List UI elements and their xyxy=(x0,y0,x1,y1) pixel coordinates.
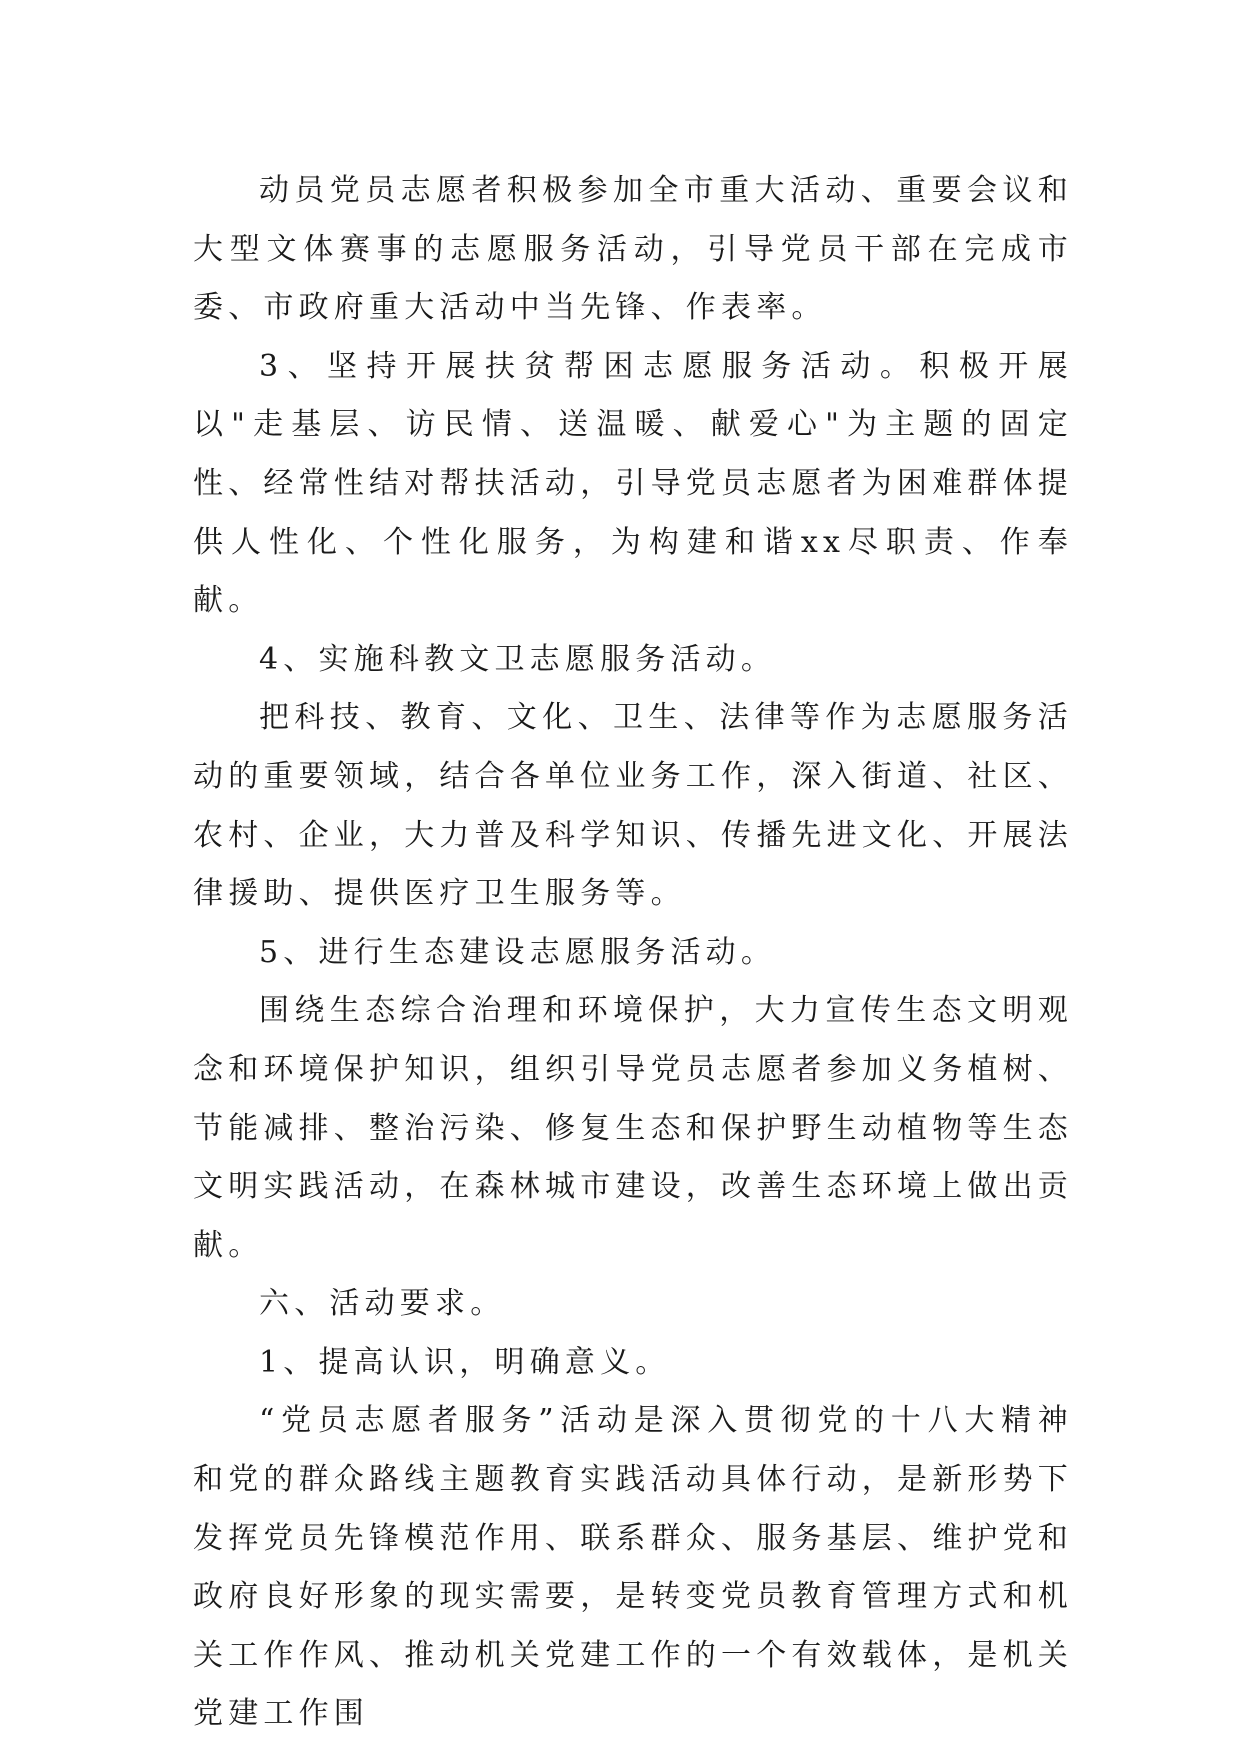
heading-awareness: 1、提高认识，明确意义。 xyxy=(259,1344,671,1380)
paragraph-volunteer-events: 动员党员志愿者积极参加全市重大活动、重要会议和大型文体赛事的志愿服务活动，引导党员干部在完成市委、市政府重大活动中当先锋、作表率。 xyxy=(193,173,1073,326)
paragraph-poverty-relief: 3、坚持开展扶贫帮困志愿服务活动。积极开展以"走基层、访民情、送温暖、献爱心"为主题的固定性、经常性结对帮扶活动，引导党员志愿者为困难群体提供人性化、个性化服务，为构建和谐xx尽职责、作奉献。 xyxy=(193,348,1073,619)
heading-requirements: 六、活动要求。 xyxy=(259,1286,506,1322)
paragraph-awareness: “党员志愿者服务”活动是深入贯彻党的十八大精神和党的群众路线主题教育实践活动具体行动，是新形势下发挥党员先锋模范作用、联系群众、服务基层、维护党和政府良好形象的现实需要，是转变党员教育管理方式和机关工作作风、推动机关党建工作的一个有效载体，是机关党建工作围 xyxy=(193,1403,1073,1732)
paragraph-ecology: 围绕生态综合治理和环境保护，大力宣传生态文明观念和环境保护知识，组织引导党员志愿者参加义务植树、节能减排、整治污染、修复生态和保护野生动植物等生态文明实践活动，在森林城市建设，改善生态环境上做出贡献。 xyxy=(193,993,1073,1263)
paragraph-science-education: 把科技、教育、文化、卫生、法律等作为志愿服务活动的重要领域，结合各单位业务工作，深入街道、社区、农村、企业，大力普及科学知识、传播先进文化、开展法律援助、提供医疗卫生服务等。 xyxy=(193,700,1073,912)
heading-ecology: 5、进行生态建设志愿服务活动。 xyxy=(259,934,777,970)
document-body xyxy=(193,162,1073,1744)
heading-science-education: 4、实施科教文卫志愿服务活动。 xyxy=(259,641,777,677)
